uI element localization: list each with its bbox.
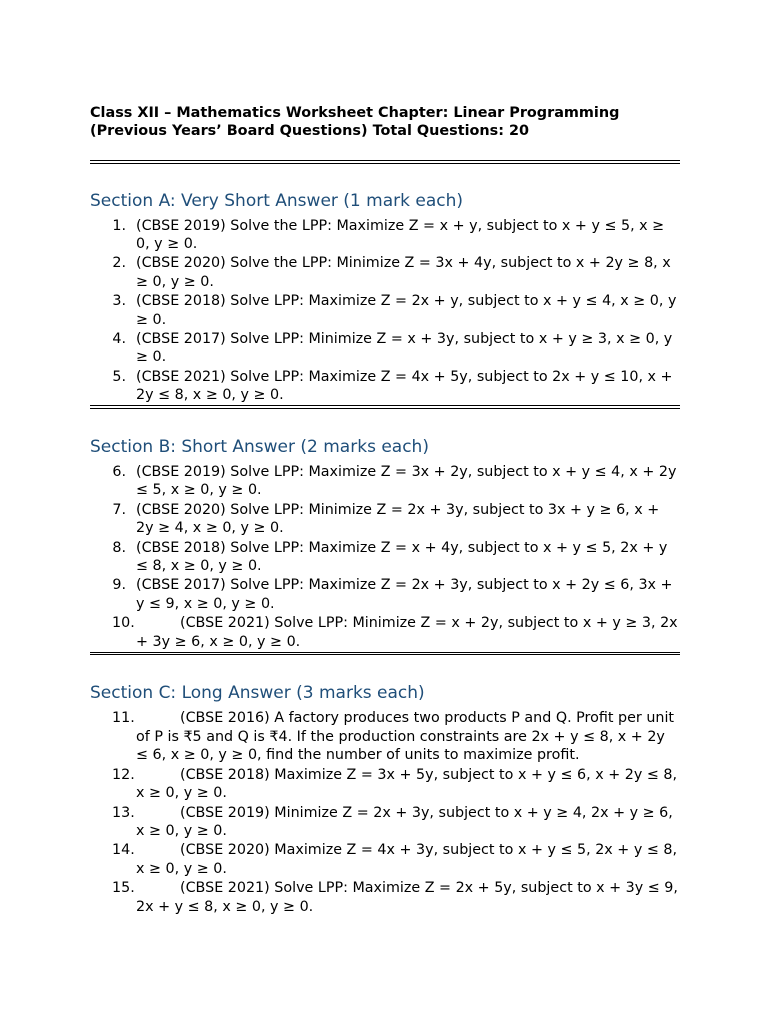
document-title-line-2: (Previous Years’ Board Questions) Total Questions: 20 [90,123,530,139]
question-number: 2. [112,255,126,272]
question-text: (CBSE 2019) Solve LPP: Maximize Z = 3x + 2y, subject to x + y ≤ 4, x + 2y ≤ 5, x ≥ 0, y ≥ 0. [136,463,677,499]
question-text: (CBSE 2018) Solve LPP: Maximize Z = x + 4y, subject to x + y ≤ 5, 2x + y ≤ 8, x ≥ 0, y ≥ 0. [136,539,668,575]
section-b-heading: Section B: Short Answer (2 marks each) [90,436,429,457]
question-text: (CBSE 2018) Solve LPP: Maximize Z = 2x + y, subject to x + y ≤ 4, x ≥ 0, y ≥ 0. [136,293,677,328]
question-number: 14. [112,842,135,859]
section-a-heading: Section A: Very Short Answer (1 mark each) [90,190,463,211]
question-item [90,217,680,254]
document-title [90,104,680,140]
section-c-heading: Section C: Long Answer (3 marks each) [90,683,425,704]
question-text [136,615,678,650]
section-a-divider [90,405,680,409]
question-item [90,766,680,803]
question-item [90,709,680,765]
question-item [90,368,680,405]
section-b [90,437,680,655]
question-number: 13. [112,804,135,821]
section-c [90,683,680,916]
question-text: (CBSE 2020) Solve LPP: Minimize Z = 2x + 3y, subject to 3x + y ≥ 6, x + 2y ≥ 4, x ≥ 0, y ≥ 0. [136,501,660,537]
section-a-question-list [90,217,680,405]
question-number: 9. [112,577,126,594]
question-item [90,804,680,841]
question-text: (CBSE 2021) Solve LPP: Maximize Z = 4x + 5y, subject to 2x + y ≤ 10, x + 2y ≤ 8, x ≥ 0, y ≥ 0. [136,368,673,404]
question-item [90,501,680,538]
question-number: 7. [112,501,126,518]
question-item [90,614,680,651]
question-item [90,292,680,329]
question-text-body: (CBSE 2020) Maximize Z = 4x + 3y, subject to x + y ≤ 5, 2x + y ≤ 8, x ≥ 0, y ≥ 0. [136,842,677,877]
question-number: 5. [112,368,126,385]
question-text: (CBSE 2019) Solve the LPP: Maximize Z = x + y, subject to x + y ≤ 5, x ≥ 0, y ≥ 0. [136,217,665,252]
question-text: (CBSE 2017) Solve LPP: Minimize Z = x + 3y, subject to x + y ≥ 3, x ≥ 0, y ≥ 0. [136,330,673,366]
section-b-question-list [90,463,680,651]
question-text-body: (CBSE 2021) Solve LPP: Maximize Z = 2x + 5y, subject to x + 3y ≤ 9, 2x + y ≤ 8, x ≥ 0, y ≥ 0. [136,880,678,915]
question-number: 3. [112,293,126,310]
question-number: 12. [112,766,135,783]
question-text-body: (CBSE 2018) Maximize Z = 3x + 5y, subject to x + y ≤ 6, x + 2y ≤ 8, x ≥ 0, y ≥ 0. [136,766,677,802]
question-number: 15. [112,880,135,897]
question-item [90,879,680,916]
question-number: 8. [112,539,126,556]
section-b-divider [90,652,680,656]
section-a [90,191,680,409]
document-title-line-1: Class XII – Mathematics Worksheet Chapter: Linear Programming [90,105,620,121]
question-item [90,330,680,367]
title-divider [90,160,680,164]
question-text-body: (CBSE 2016) A factory produces two products P and Q. Profit per unit of P is ₹5 and Q is ₹4. If the production constraints are 2x + y ≤ 8, x + 2y ≤ 6, x ≥ 0, y ≥ 0, find the number of units to maximize profit. [136,710,675,764]
question-text [136,842,677,877]
question-item [90,463,680,500]
question-item [90,841,680,878]
question-text [136,710,674,763]
question-text: (CBSE 2017) Solve LPP: Maximize Z = 2x + 3y, subject to x + 2y ≤ 6, 3x + y ≤ 9, x ≥ 0, y ≥ 0. [136,577,673,612]
question-number: 11. [112,710,135,727]
question-number: 10. [112,615,135,632]
question-text: (CBSE 2020) Solve the LPP: Minimize Z = 3x + 4y, subject to x + 2y ≥ 8, x ≥ 0, y ≥ 0. [136,255,671,290]
question-text [136,767,677,802]
question-item [90,576,680,613]
question-text-body: (CBSE 2019) Minimize Z = 2x + 3y, subject to x + y ≥ 4, 2x + y ≥ 6, x ≥ 0, y ≥ 0. [136,804,673,840]
question-number: 4. [112,330,126,347]
question-number: 1. [112,217,126,234]
question-number: 6. [112,463,126,480]
question-text [136,880,678,915]
question-text-body: (CBSE 2021) Solve LPP: Minimize Z = x + 2y, subject to x + y ≥ 3, 2x + 3y ≥ 6, x ≥ 0, y ≥ 0. [136,615,678,650]
worksheet-page [90,104,680,917]
question-text [136,805,673,840]
question-item [90,539,680,576]
question-item [90,254,680,291]
section-c-question-list [90,709,680,916]
